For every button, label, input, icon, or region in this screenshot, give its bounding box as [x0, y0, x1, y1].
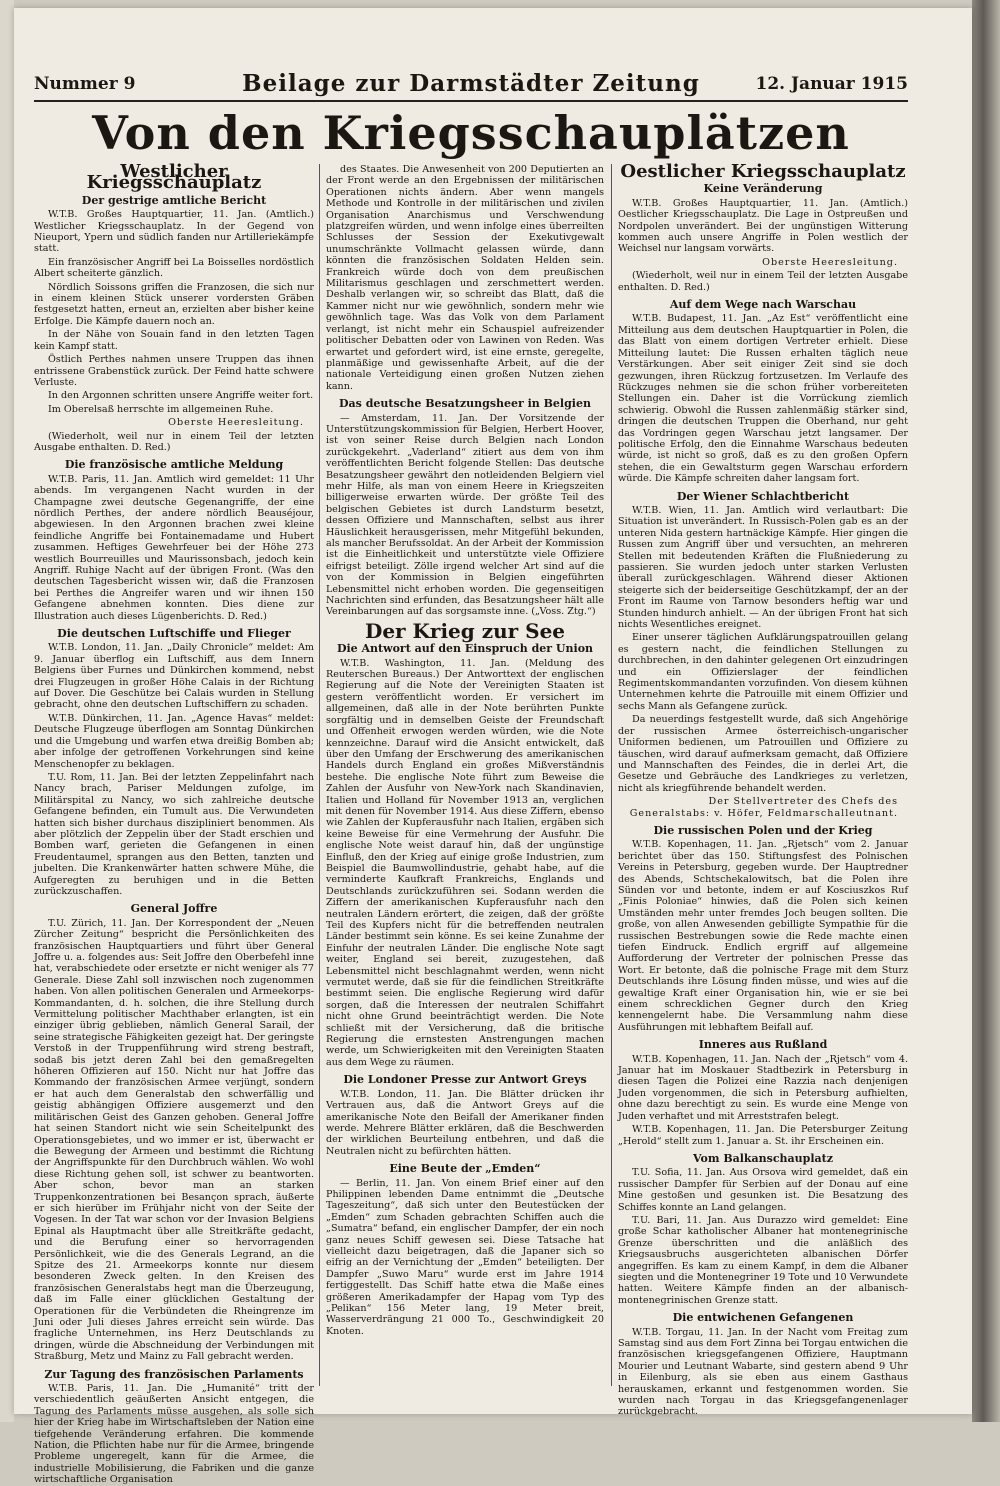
- column-2: [326, 164, 604, 1386]
- article-paragraph: W.T.B. Großes Hauptquartier, 11. Jan. (Amtlich.) Oestlicher Kriegsschauplatz. Die Lage in Ostpreußen und Nordpolen unverändert. Bei der ungünstigen Witterung kommen auch unsere Angriffe in Polen westlich der Weichsel nur langsam vorwärts.: [618, 197, 908, 255]
- article-paragraph: In der Nähe von Souain fand in den letzten Tagen kein Kampf statt.: [34, 329, 314, 352]
- signature: Der Stellvertreter des Chefs des Generalstabs: v. Höfer, Feldmarschalleutnant.: [629, 796, 898, 819]
- issue-number: Nummer 9: [34, 74, 136, 94]
- article-paragraph: Östlich Perthes nahmen unsere Truppen das ihnen entrissene Grabenstück zurück. Der Feind hatte schwere Verluste.: [34, 354, 314, 388]
- article-paragraph: Im Oberelsaß herrschte im allgemeinen Ruhe.: [48, 403, 274, 415]
- article-paragraph: Nördlich Soissons griffen die Franzosen, die sich nur in einem kleinen Stück unserer vordersten Gräben festgesetzt hatten, erneut an, erzielten aber bisher keine Erfolge. Die Kämpfe dauern noch an.: [34, 281, 314, 327]
- article-title: Auf dem Wege nach Warschau: [669, 298, 857, 312]
- section-heading: Oestlicher Kriegsschauplatz: [620, 161, 906, 182]
- article-title: Der Wiener Schlachtbericht: [676, 489, 850, 503]
- article-paragraph: W.T.B. Washington, 11. Jan. (Meldung des Reuterschen Bureaus.) Der Antworttext der englischen Regierung auf die Note der Vereinigten Staaten ist gestern veröffentlicht worden. Er versichert im allgemeinen, daß alle in der Note berührten Punkte sorgfältig und in demselben Geiste der Freundschaft und Offenheit erwogen werden würden, wie die Note kennzeichne. Darauf wird die Ansicht entwickelt, daß über den Umfang der Erschwerung des amerikanischen Handels durch England ein großes Mißverständnis bestehe. Die englische Note führt zum Beweise die Zahlen der Ausfuhr von New-York nach Skandinavien, Italien und Holland für November 1913 an, verglichen mit denen für November 1914. Aus diese Ziffern, ebenso wie Zahlen der Kupferausfuhr nach Italien, ergäben sich keine Beweise für eine Vermehrung der Ausfuhr. Die englische Note weist darauf hin, daß der ungünstige Einfluß, den der Krieg auf einige große Industrien, zum Beispiel die Baumwollindustrie, gehabt habe, auf die verminderte Kaufkraft Frankreichs, Englands und Deutschlands zurückzuführen sei. Sodann werden die Ziffern der amerikanischen Kupferausfuhr nach den neutralen Ländern erörtert, die zeigen, daß der größte Teil des Kupfers nicht für die betreffenden neutralen Länder bestimmt sein könne. Es sei keine Zunahme der Einfuhr der neutralen Länder. Die englische Note sagt weiter, England sei bereit, zuzugestehen, daß Lebensmittel nicht beschlagnahmt werden, wenn nicht vermutet werde, daß sie für die feindlichen Streitkräfte bestimmt seien. Die englische Regierung wird dafür sorgen, daß die Interessen der neutralen Schiffahrt nicht ohne Grund beeinträchtigt werden. Die Note schließt mit der Versicherung, daß die britische Regierung die ernstesten Anstrengungen machen werde, um Schwierigkeiten mit den Vereinigten Staaten aus dem Wege zu räumen.: [326, 657, 604, 1068]
- article-title: Keine Veränderung: [703, 182, 823, 196]
- article-paragraph: T.U. Rom, 11. Jan. Bei der letzten Zeppelinfahrt nach Nancy brach, Pariser Meldungen zufolge, im Militärspital zu Nancy, wo sich zahlreiche deutsche Gefangene befinden, ein Tumult aus. Die Verwundeten hatten sich bisher durchaus diszipliniert benommen. Als aber plötzlich der Zeppelin über der Stadt erschien und Bomben warf, gerieten die Gefangenen in einen Freudentaumel, sprangen aus den Betten, tanzten und jubelten. Die Krankenwärter hatten schwere Mühe, die Aufgeregten zu beruhigen und in die Betten zurückzuschaffen.: [34, 771, 314, 897]
- article-title: Das deutsche Besatzungsheer in Belgien: [339, 397, 591, 411]
- article-paragraph: W.T.B. Paris, 11. Jan. Die „Humanité“ tritt der verschiedentlich geäußerten Ansicht entgegen, die Tagung des Parlaments müsse ausgehen, als solle sich hier der Krieg habe im Wirtschaftsleben der Nation eine tiefgehende Veränderung erfahren. Die kommende Nation, die Pflichten habe nur für die Armee, bringende Probleme ungeregelt, kann für die Armee, die industrielle Mobilisierung, die Fabriken und die ganze wirtschaftliche Organisation: [34, 1383, 314, 1486]
- article-paragraph: W.T.B. Paris, 11. Jan. Amtlich wird gemeldet: 11 Uhr abends. Im vergangenen Nacht wurden in der Champagne zwei deutsche Gegenangriffe, der eine nördlich Perthes, der andere nördlich Beauséjour, abgewiesen. In den Argonnen brachen zwei kleine feindliche Angriffe bei Fontainemadame und Hubert zusammen. Heftiges Gewehrfeuer bei der Höhe 273 westlich Bourreuilles und Maurissonsbach, jedoch kein Angriff. Ruhige Nacht auf der übrigen Front. (Was den deutschen Tagesbericht wissen wir, daß die Franzosen bei Perthes die Angreifer waren und wir ihnen 150 Gefangene abnehmen konnten. Dies diene zur Illustration auch dieses Lügenberichts. D. Red.): [34, 473, 314, 622]
- article-title: Die entwichenen Gefangenen: [672, 1311, 854, 1325]
- article-paragraph: Ein französischer Angriff bei La Boisselles nordöstlich Albert scheiterte gänzlich.: [34, 256, 314, 280]
- article-title: Die französische amtliche Meldung: [64, 458, 284, 472]
- column-rule: [319, 164, 320, 1386]
- article-title: Die deutschen Luftschiffe und Flieger: [57, 627, 291, 641]
- article-title: Die Antwort auf den Einspruch der Union: [336, 642, 594, 656]
- article-paragraph: W.T.B. Wien, 11. Jan. Amtlich wird verlautbart: Die Situation ist unverändert. In Russisch-Polen gab es an der unteren Nida gestern hartnäckige Kämpfe. Hier gingen die Russen zum Angriff über und versuchten, an mehreren Stellen mit bedeutenden Kräften die Flußniederung zu passieren. Sie wurden jedoch unter starken Verlusten überall zurückgeschlagen. Während dieser Aktionen steigerte sich der beiderseitige Geschützkampf, der an der Front im Raume von Tarnow besonders heftig war und Stunden hindurch anhielt. — An der übrigen Front hat sich nichts Wesentliches ereignet.: [618, 504, 908, 631]
- editor-note: (Wiederholt, weil nur in einem Teil der letzten Ausgabe enthalten. D. Red.): [618, 270, 908, 293]
- article-paragraph: — Amsterdam, 11. Jan. Der Vorsitzende der Unterstützungskommission für Belgien, Herbert Hoover, ist von seiner Reise durch Belgien nach London zurückgekehrt. „Vaderland“ zitiert aus dem von ihm veröffentlichten Bericht folgende Stellen: Das deutsche Besatzungsheer gewährt den notleidenden Belgiern viel mehr Hilfe, als man von einem Heere in Kriegszeiten billigerweise erwarten würde. Der größte Teil des belgischen Gebietes ist durch Landsturm besetzt, dessen Offiziere und Mannschaften, selbst aus ihrer Häuslichkeit herausgerissen, mehr Mitgefühl bekunden, als mancher Berufssoldat. An der Arbeit der Kommission ist die Einheitlichkeit und unterstützte viele Offiziere eifrigst beteiligt. Zölle irgend welcher Art sind auf die von der Kommission in Belgien eingeführten Lebensmittel nicht erhoben worden. Die gegenseitigen Nachrichten sind erfunden, das Besatzungsheer hält alle Vereinbarungen auf das sorgsamste inne. („Voss. Ztg.“): [326, 412, 604, 618]
- signature: Oberste Heeresleitung.: [168, 417, 304, 429]
- article-title: Zur Tagung des französischen Parlaments: [44, 1367, 304, 1381]
- section-heading: Der Krieg zur See: [364, 618, 566, 643]
- section-heading: Westlicher Kriegsschauplatz: [86, 161, 262, 194]
- column-1: [34, 161, 314, 1486]
- article-paragraph: W.T.B. Kopenhagen, 11. Jan. Die Petersburger Zeitung „Herold“ stellt zum 1. Januar a. St. ihr Erscheinen ein.: [618, 1124, 908, 1147]
- article-title: Die russischen Polen und der Krieg: [653, 823, 873, 837]
- article-paragraph: W.T.B. London, 11. Jan. Die Blätter drücken ihr Vertrauen aus, daß die Antwort Greys auf die amerikanische Note den Beifall der Amerikaner finden werde. Mehrere Blätter erklären, daß die Beschwerden der wirklichen Beurteilung entbehren, und daß die Neutralen nicht zu befürchten hätten.: [326, 1088, 604, 1157]
- article-paragraph: T.U. Bari, 11. Jan. Aus Durazzo wird gemeldet: Eine große Schar katholischer Albaner hat montenegrinische Grenze überschritten und die anläßlich des Kriegsausbruchs ausgerichteten albanischen Dörfer angegriffen. Es kam zu einem Kampf, in dem die Albaner siegten und die Montenegriner 19 Tote und 10 Verwundete hatten. Weitere Kämpfe finden an der albanisch-montenegrinischen Grenze statt.: [618, 1214, 908, 1306]
- article-paragraph: des Staates. Die Anwesenheit von 200 Deputierten an der Front werde an den Ergebnissen der militärischen Operationen nichts ändern. Aber wenn mangels Methode und Kontrolle in der militärischen und zivilen Organisation Anarchismus und Verschwendung platzgreifen würden, und wenn infolge eines überreilten Schlusses der Session der Exekutivgewalt unumschränkte Vollmacht gelassen würde, dann könnten die französischen Soldaten Helden sein. Frankreich würde doch von dem preußischen Militarismus geschlagen und zerschmettert werden. Deshalb verlangen wir, so schreibt das Blatt, daß die Kammer nicht nur wie gewöhnlich, sondern mehr wie gewöhnlich tage. Was das Volk von dem Parlament verlangt, ist nicht mehr ein Schauspiel aufreizender politischer Debatten oder von Lawinen von Reden. Was erwartet und gefordert wird, ist eine ernste, geregelte, planmäßige und gewissenhafte Arbeit, auf die der nationale Verteidigung einen großen Nutzen ziehen kann.: [326, 164, 604, 392]
- column-3: [618, 161, 908, 1418]
- article-paragraph: W.T.B. Großes Hauptquartier, 11. Jan. (Amtlich.) Westlicher Kriegsschauplatz. In der Gegend von Nieuport, Ypern und südlich fanden nur Artilleriekämpfe statt.: [34, 209, 314, 255]
- signature: Oberste Heeresleitung.: [762, 256, 898, 268]
- article-paragraph: Einer unserer täglichen Aufklärungspatrouillen gelang es gestern nacht, die feindlichen Stellungen zu durchbrechen, in den dahinter gelegenen Ort einzudringen und ein Offizierslager der feindlichen Regimentskommandanten vorzufinden. Von diesem kühnen Unternehmen kehrte die Patrouille mit einem Offizier und sechs Mann als Gefangene zurück.: [618, 632, 908, 712]
- article-title: General Joffre: [130, 902, 218, 916]
- article-paragraph: W.T.B. Dünkirchen, 11. Jan. „Agence Havas“ meldet: Deutsche Flugzeuge überflogen am Sonntag Dünkirchen und die Umgebung und warfen etwa dreißig Bomben ab; aber infolge der getroffenen Vorkehrungen sind keine Menschenopfer zu beklagen.: [34, 712, 314, 770]
- issue-date: 12. Januar 1915: [755, 74, 908, 94]
- article-title: Die Londoner Presse zur Antwort Greys: [343, 1073, 587, 1087]
- editor-note: (Wiederholt, weil nur in einem Teil der letzten Ausgabe enthalten. D. Red.): [34, 430, 314, 453]
- article-title: Eine Beute der „Emden“: [389, 1162, 541, 1176]
- adjacent-page-strip: [0, 0, 14, 1422]
- article-paragraph: T.U. Sofia, 11. Jan. Aus Orsova wird gemeldet, daß ein russischer Dampfer für Serbien auf der Donau auf eine Mine gestoßen und gesunken ist. Die Besatzung des Schiffes konnte an Land gelangen.: [618, 1167, 908, 1213]
- article-paragraph: In den Argonnen schritten unsere Angriffe weiter fort.: [48, 390, 314, 402]
- article-title: Inneres aus Rußland: [698, 1038, 828, 1052]
- column-rule: [611, 164, 612, 1386]
- newspaper-title: Beilage zur Darmstädter Zeitung: [242, 70, 700, 97]
- article-paragraph: Da neuerdings festgestellt wurde, daß sich Angehörige der russischen Armee österreichisch-ungarischer Uniformen bedienen, um Patrouillen und Offiziere zu täuschen, wird darauf aufmerksam gemacht, daß Offiziere und Mannschaften des Feindes, die in derlei Art, die Gesetze und Gebräuche des Landkrieges zu verletzen, nicht als kriegführende behandelt werden.: [618, 714, 908, 794]
- masthead: [34, 70, 908, 102]
- article-paragraph: — Berlin, 11. Jan. Von einem Brief einer auf den Philippinen lebenden Dame entnimmt die „Deutsche Tageszeitung“, daß sich unter den Beutestücken der „Emden“ zum Schaden gebrachten Schiffen auch die „Sumatra“ befand, ein englischer Dampfer, der ein noch ganz neues Schiff gewesen sei. Diese Tatsache hat vielleicht dazu beigetragen, daß die Japaner sich so eifrig an der Vernichtung der „Emden“ beteiligten. Der Dampfer „Suwo Maru“ wurde erst im Jahre 1914 fertiggestellt. Das Schiff hatte etwa die Maße eines größeren Amerikadampfer der Hapag vom Typ des „Pelikan“ 156 Meter lang, 19 Meter breit, Wasserverdrängung 21 000 To., Geschwindigkeit 20 Knoten.: [326, 1177, 604, 1337]
- article-paragraph: W.T.B. Kopenhagen, 11. Jan. Nach der „Rjetsch“ vom 4. Januar hat im Moskauer Stadtbezirk in Petersburg in diesen Tagen die Polizei eine Razzia nach denjenigen Juden vorgenommen, die sich in Petersburg aufhielten, ohne dazu berechtigt zu sein. Es wurde eine Menge von Juden verhaftet und mit Arreststrafen belegt.: [618, 1053, 908, 1122]
- book-spine-edge: [972, 0, 1000, 1422]
- article-paragraph: W.T.B. Kopenhagen, 11. Jan. „Rjetsch“ vom 2. Januar berichtet über das 150. Stiftungsfest des Polnischen Vereins in Petersburg, gegeben wurde. Der Hauptredner des Abends, Schtschekalowitsch, bat die Polen ihre Sünden vor und betonte, indem er auf Kosciuszkos Ruf „Finis Poloniae“ hinwies, daß die Polen sich keinen Umständen mehr unter fremdes Joch beugen sollten. Die große, von allen Anwesenden gebilligte Sympathie für die russischen Bestrebungen sowie die Rede machte einen tiefen Eindruck. Endlich ergriff auf allgemeine Aufforderung der Vertreter der polnischen Presse das Wort. Er betonte, daß die polnische Frage mit dem Sturz Deutschlands ihre Lösung finden müsse, und wies auf die gewaltige Kraft einer Organisation hin, wie er sie bei einem schrecklichen Gegner durch den Krieg kennengelernt habe. Die Versammlung nahm diese Ausführungen mit lebhaftem Beifall auf.: [618, 839, 908, 1033]
- article-paragraph: W.T.B. London, 11. Jan. „Daily Chronicle“ meldet: Am 9. Januar überflog ein Luftschiff, aus dem Innern Belgiens über Furnes und Dünkirchen kommend, nebst drei Flugzeugen in großer Höhe Calais in der Richtung auf Dover. Die Geschütze bei Calais wurden in Stellung gebracht, ohne den deutschen Luftschiffern zu schaden.: [34, 642, 314, 711]
- article-title: Vom Balkanschauplatz: [692, 1151, 834, 1165]
- article-title: Der gestrige amtliche Bericht: [81, 193, 267, 207]
- article-paragraph: T.U. Zürich, 11. Jan. Der Korrespondent der „Neuen Zürcher Zeitung“ bespricht die Persönlichkeiten des französischen Hauptquartiers und führt über General Joffre u. a. folgendes aus: Seit Joffre den Oberbefehl inne hat, verabschiedete oder ersetzte er nicht weniger als 77 Generale. Diese Zahl soll inzwischen noch zugenommen haben. Von allen politischen Generalen und Armeekorps-Kommandanten, d. h. solchen, die ihre Stellung durch Vermittelung politischer Machthaber erlangten, ist ein einziger übrig geblieben, nämlich General Sarail, der seine strategische Fähigkeiten gezeigt hat. Der geringste Verstoß in der Truppenführung wird streng bestraft, sodaß bis jetzt deren Zahl bei den gemaßregelten höheren Offizieren auf 150. Nicht nur hat Joffre das Kommando der französischen Armee verjüngt, sondern er hat auch dem Generalstab den schwerfällig und geistig abhängigen Offiziere ausgemerzt und den militärischen Geist des Ganzen gehoben. General Joffre hat seinen Standort nicht wie sein Scheitelpunkt des Operationsgebietes, und wo immer er ist, überwacht er die Bewegung der Armeen und bestimmt die Richtung der Angriffspunkte für den Durchbruch wählen. Wo wohl diese Richtung gehen soll, ist schwer zu beantworten. Aber schon, bevor man an starken Truppenkonzentrationen bei Besançon sprach, äußerte er sich hierüber im Frühjahr nicht von der Seite der Vogesen. In der Tat war schon vor der Invasion Belgiens Epinal als Hauptmacht über alle Streitkräfte gedacht, und die Berufung einer so hervorragenden Persönlichkeit, wie die des Generals Legrand, an die Spitze des 21. Armeekorps konnte nur diesem besonderen Zweck gelten. In den Kreisen des französischen Generalstabs hegt man die Überzeugung, daß im Falle einer glücklichen Gestaltung der Operationen für die Verbündeten die Rheingrenze im Juni oder Juli dieses Jahres erreicht sein würde. Das fragliche Unternehmen, ins Herz Deutschlands zu dringen, würde die Abschneidung der Verbindungen mit Straßburg, Metz und Mainz zu Fall gebracht werden.: [34, 917, 314, 1363]
- article-paragraph: W.T.B. Budapest, 11. Jan. „Az Est“ veröffentlicht eine Mitteilung aus dem deutschen Hauptquartier in Polen, die das Blatt von einem dortigen Vertreter erhielt. Diese Mitteilung lautet: Die Russen erhalten täglich neue Verstärkungen. Aber seit einiger Zeit sind sie doch gezwungen, ihren Rückzug fortzusetzen. Im Verlaufe des Rückzuges nehmen sie die schon früher vorbereiteten Stellungen ein. Daher ist die Vorrückung ziemlich schwierig. Obwohl die Russen zahlenmäßig stärker sind, dringen die deutschen Truppen die Oberhand, nur geht das Vordringen gegen Warschau jetzt langsamer. Der politische Erfolg, den die Einnahme Warschaus bedeuten würde, ist nicht so groß, daß es zu den großen Opfern stehen, die ein Gewaltsturm gegen Warschau erfordern würde. Die Kämpfe schreiten daher langsam fort.: [618, 313, 908, 485]
- article-paragraph: W.T.B. Torgau, 11. Jan. In der Nacht vom Freitag zum Samstag sind aus dem Fort Zinna bei Torgau entwichen die französischen kriegsgefangenen Offiziere, Hauptmann Mourier und Leutnant Wabarte, sind gestern abend 9 Uhr in Eilenburg, als sie eben aus einem Gasthaus herauskamen, erkannt und festgenommen worden. Sie wurden nach Torgau in das Kriegsgefangenenlager zurückgebracht.: [618, 1326, 908, 1418]
- page-headline: Von den Kriegsschauplätzen: [92, 106, 850, 160]
